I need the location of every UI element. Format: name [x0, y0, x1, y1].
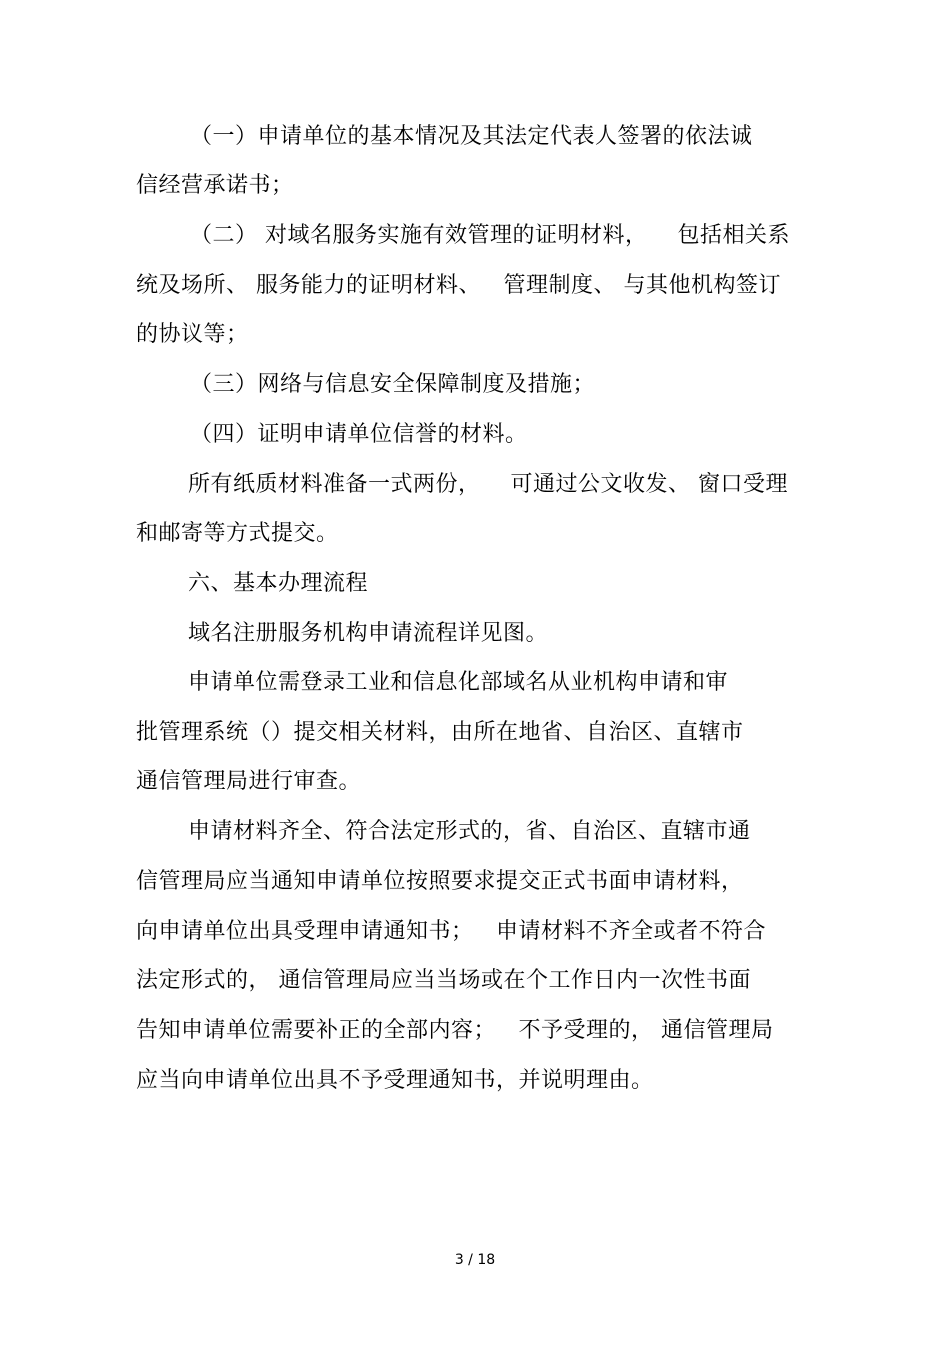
text-line-15: 申请材料齐全、符合法定形式的，省、自治区、直辖市通 [188, 819, 751, 844]
section-heading: 六、基本办理流程 [188, 571, 369, 596]
text-line-9: 和邮寄等方式提交。 [136, 521, 339, 546]
text-line-1: （一）申请单位的基本情况及其法定代表人签署的依法诚 [190, 124, 753, 149]
page-number: 3 / 18 [454, 1252, 496, 1268]
text-line-7: （四）证明申请单位信誉的材料。 [190, 422, 528, 447]
text-line-11: 域名注册服务机构申请流程详见图。 [188, 621, 549, 646]
text-line-6: （三）网络与信息安全保障制度及措施； [190, 372, 596, 397]
text-line-3: （二） 对域名服务实施有效管理的证明材料， 包括相关系 [190, 223, 790, 248]
text-line-17: 向申请单位出具受理申请通知书； 申请材料不齐全或者不符合 [136, 919, 766, 944]
text-line-16: 信管理局应当通知申请单位按照要求提交正式书面申请材料， [136, 869, 744, 894]
text-line-19: 告知申请单位需要补正的全部内容； 不予受理的， 通信管理局 [136, 1018, 774, 1043]
text-line-18: 法定形式的， 通信管理局应当当场或在个工作日内一次性书面 [136, 968, 751, 993]
text-line-20: 应当向申请单位出具不予受理通知书，并说明理由。 [136, 1068, 654, 1093]
text-line-2: 信经营承诺书； [136, 173, 294, 198]
text-line-5: 的协议等； [136, 322, 249, 347]
text-line-12: 申请单位需登录工业和信息化部域名从业机构申请和审 [188, 670, 729, 695]
text-line-13: 批管理系统（）提交相关材料，由所在地省、自治区、直辖市 [136, 720, 744, 745]
text-line-8: 所有纸质材料准备一式两份， 可通过公文收发、 窗口受理 [188, 472, 788, 497]
text-line-14: 通信管理局进行审查。 [136, 769, 362, 794]
text-line-4: 统及场所、 服务能力的证明材料、 管理制度、 与其他机构签订 [136, 273, 781, 298]
